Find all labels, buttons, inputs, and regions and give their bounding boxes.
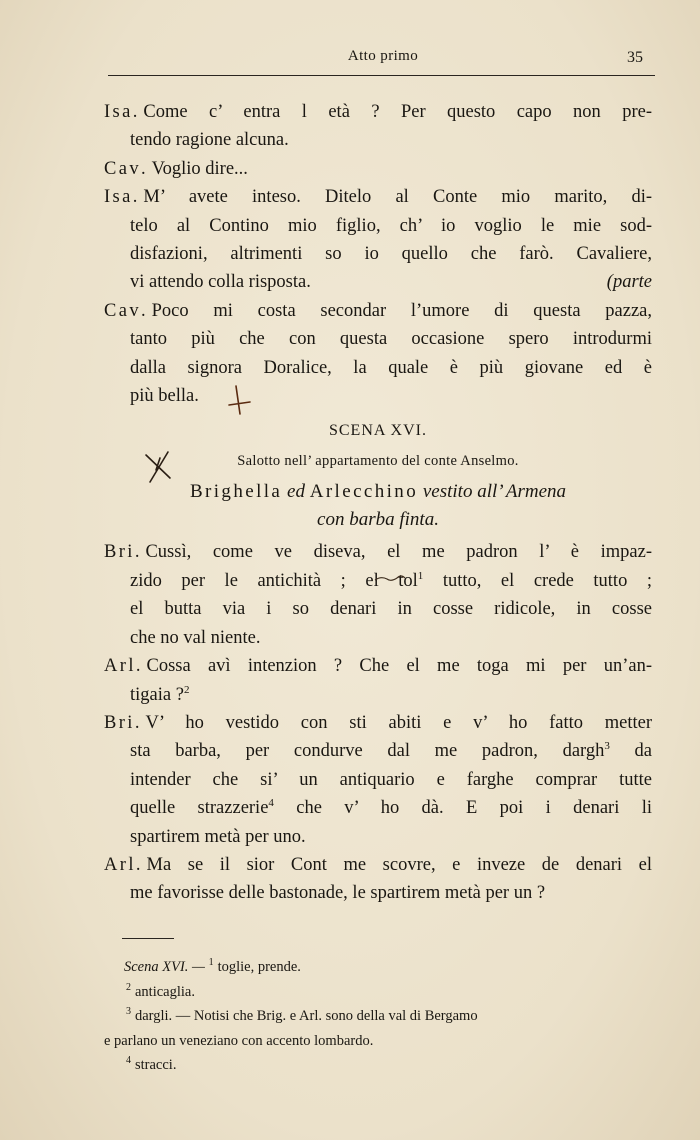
line-text: disfazioni, altrimenti so io quello che farò. Cavaliere,	[130, 244, 652, 265]
text-line	[130, 737, 652, 765]
speaker-label: Cav	[104, 300, 142, 321]
footnote-ref: 2	[183, 683, 190, 696]
speaker-label: Cav	[104, 158, 142, 179]
text-line: Bri. Cussì, come ve diseva, el me padron l’ è impaz-	[104, 542, 652, 563]
dialogue-block-1	[104, 98, 652, 410]
line-text: Come c’ entra l età ? Per questo capo non pre-	[143, 102, 652, 122]
text-line: Arl. Ma se il sior Cont me scovre, e inveze de denari el	[104, 854, 652, 875]
footnote	[104, 1029, 664, 1054]
line-text: tanto più che con questa occasione spero introdurmi	[130, 329, 652, 350]
persons-name-1: Brighella	[189, 481, 283, 503]
text-line	[130, 325, 652, 353]
text-line: Cav. Voglio dire...	[104, 158, 248, 179]
text-line	[130, 268, 652, 296]
line-text: me favorisse delle bastonade, le spartirem metà per un ?	[130, 883, 546, 904]
line-text: Poco mi costa secondar l’umore di questa pazza,	[151, 300, 652, 321]
line-text-cont: che v’ ho dà. E poi i denari li	[273, 798, 652, 819]
text-line: Arl. Cossa avì intenzion ? Che el me toga mi per un’an-	[104, 656, 652, 677]
speech-isa	[104, 98, 652, 155]
text-line: Isa. Come c’ entra l età ? Per questo capo non pre-	[104, 102, 652, 122]
line-text: sta barba, per condurve dal me padron, dargh	[130, 741, 605, 762]
text-line	[130, 126, 652, 154]
line-text: V’ ho vestido con sti abiti e v’ ho fatto metter	[145, 712, 652, 733]
stage-direction: (parte	[606, 272, 652, 293]
scene-persons	[104, 478, 652, 534]
speech-cav	[104, 297, 652, 411]
speaker-label: Isa	[104, 102, 133, 122]
footnote-ref: 4	[268, 797, 274, 810]
speaker-label: Isa	[104, 187, 133, 208]
page-number: 35	[627, 49, 643, 66]
line-text: M’ avete inteso. Ditelo al Conte mio marito, di-	[143, 187, 652, 208]
footnote	[104, 980, 664, 1005]
footnote-number: 4	[126, 1055, 131, 1066]
speech-bri	[104, 709, 652, 851]
text-line	[130, 595, 652, 623]
line-text-cont: tutto, el crede tutto ;	[423, 570, 653, 591]
text-line: Isa. M’ avete inteso. Ditelo al Conte mio marito, di-	[104, 187, 652, 208]
speech-arl	[104, 652, 652, 709]
line-text: telo al Contino mio figlio, ch’ io voglio le mie sod-	[130, 215, 652, 236]
line-text-cont: da	[609, 741, 653, 762]
scene-place: Salotto nell’ appartamento del conte Anselmo.	[237, 453, 519, 470]
speaker-label: Bri	[104, 712, 135, 733]
persons-name-2: Arlecchino	[309, 481, 419, 503]
text-line	[130, 212, 652, 240]
text-line	[130, 567, 652, 595]
speech-isa	[104, 183, 652, 297]
text-line: Bri. V’ ho vestido con sti abiti e v’ ho fatto metter	[104, 712, 652, 733]
speech-cav	[104, 155, 652, 183]
text-line	[130, 681, 652, 709]
line-text: più bella.	[130, 386, 199, 407]
line-text: spartirem metà per uno.	[130, 826, 306, 847]
footnote	[104, 1053, 664, 1078]
speaker-label: Bri	[104, 542, 135, 563]
text-line	[130, 823, 652, 851]
line-text: tendo ragione alcuna.	[130, 130, 289, 151]
footnote-prefix: Scena XVI. —	[124, 959, 205, 975]
persons-conj: ed	[287, 481, 305, 503]
line-text: che no val niente.	[130, 627, 261, 648]
line-text: tigaia ?	[130, 684, 184, 705]
persons-line-2: con barba finta.	[317, 509, 439, 531]
line-text: zido per le antichità ; el tol	[130, 570, 418, 591]
footnote-ref: 1	[417, 569, 424, 582]
line-text: el butta via i so denari in cosse ridicole, in cosse	[130, 599, 652, 620]
footnote-ref: 3	[604, 740, 610, 753]
line-text: dalla signora Doralice, la quale è più giovane ed è	[130, 357, 652, 378]
text-line	[130, 624, 652, 652]
line-text: vi attendo colla risposta.	[130, 272, 311, 293]
footnote	[104, 1004, 664, 1029]
scene-title: SCENA XVI.	[328, 422, 427, 440]
speaker-label: Arl	[104, 656, 136, 677]
line-text: Ma se il sior Cont me scovre, e inveze de denari el	[146, 854, 652, 875]
footnote	[104, 955, 664, 980]
text-line: Cav. Poco mi costa secondar l’umore di questa pazza,	[104, 300, 652, 321]
text-line	[130, 240, 652, 268]
line-text: Voglio dire...	[151, 158, 248, 179]
line-text: Cussì, come ve diseva, el me padron l’ è impaz-	[145, 542, 652, 563]
footnote-rule	[122, 938, 174, 939]
running-head	[0, 46, 700, 70]
dialogue-block-2	[104, 538, 652, 907]
running-head-title: Atto primo	[347, 48, 419, 64]
persons-rest: vestito all’ Armena	[422, 481, 567, 503]
header-rule	[108, 75, 655, 76]
speaker-label: Arl	[104, 854, 136, 875]
footnote-text: toglie, prende.	[217, 959, 301, 975]
speech-arl	[104, 851, 652, 908]
footnotes	[104, 955, 664, 1078]
footnote-number: 2	[126, 981, 131, 993]
text-line	[130, 354, 652, 382]
text-line	[130, 382, 652, 410]
footnote-number: 1	[208, 957, 214, 968]
text-body	[104, 98, 652, 908]
line-text: quelle strazzerie	[130, 798, 269, 819]
footnote-text: anticaglia.	[135, 983, 195, 1000]
line-text: Cossa avì intenzion ? Che el me toga mi per un’an-	[146, 656, 652, 677]
footnote-text: e parlano un veneziano con accento lombardo.	[104, 1032, 374, 1049]
text-line	[130, 879, 652, 907]
text-line	[130, 766, 652, 794]
line-text: intender che si’ un antiquario e farghe comprar tutte	[130, 769, 652, 790]
footnote-text: dargli. — Notisi che Brig. e Arl. sono della val di Bergamo	[135, 1008, 478, 1024]
text-line	[130, 794, 652, 822]
footnote-number: 3	[126, 1006, 131, 1017]
footnote-text: stracci.	[135, 1057, 177, 1073]
speech-bri	[104, 538, 652, 652]
